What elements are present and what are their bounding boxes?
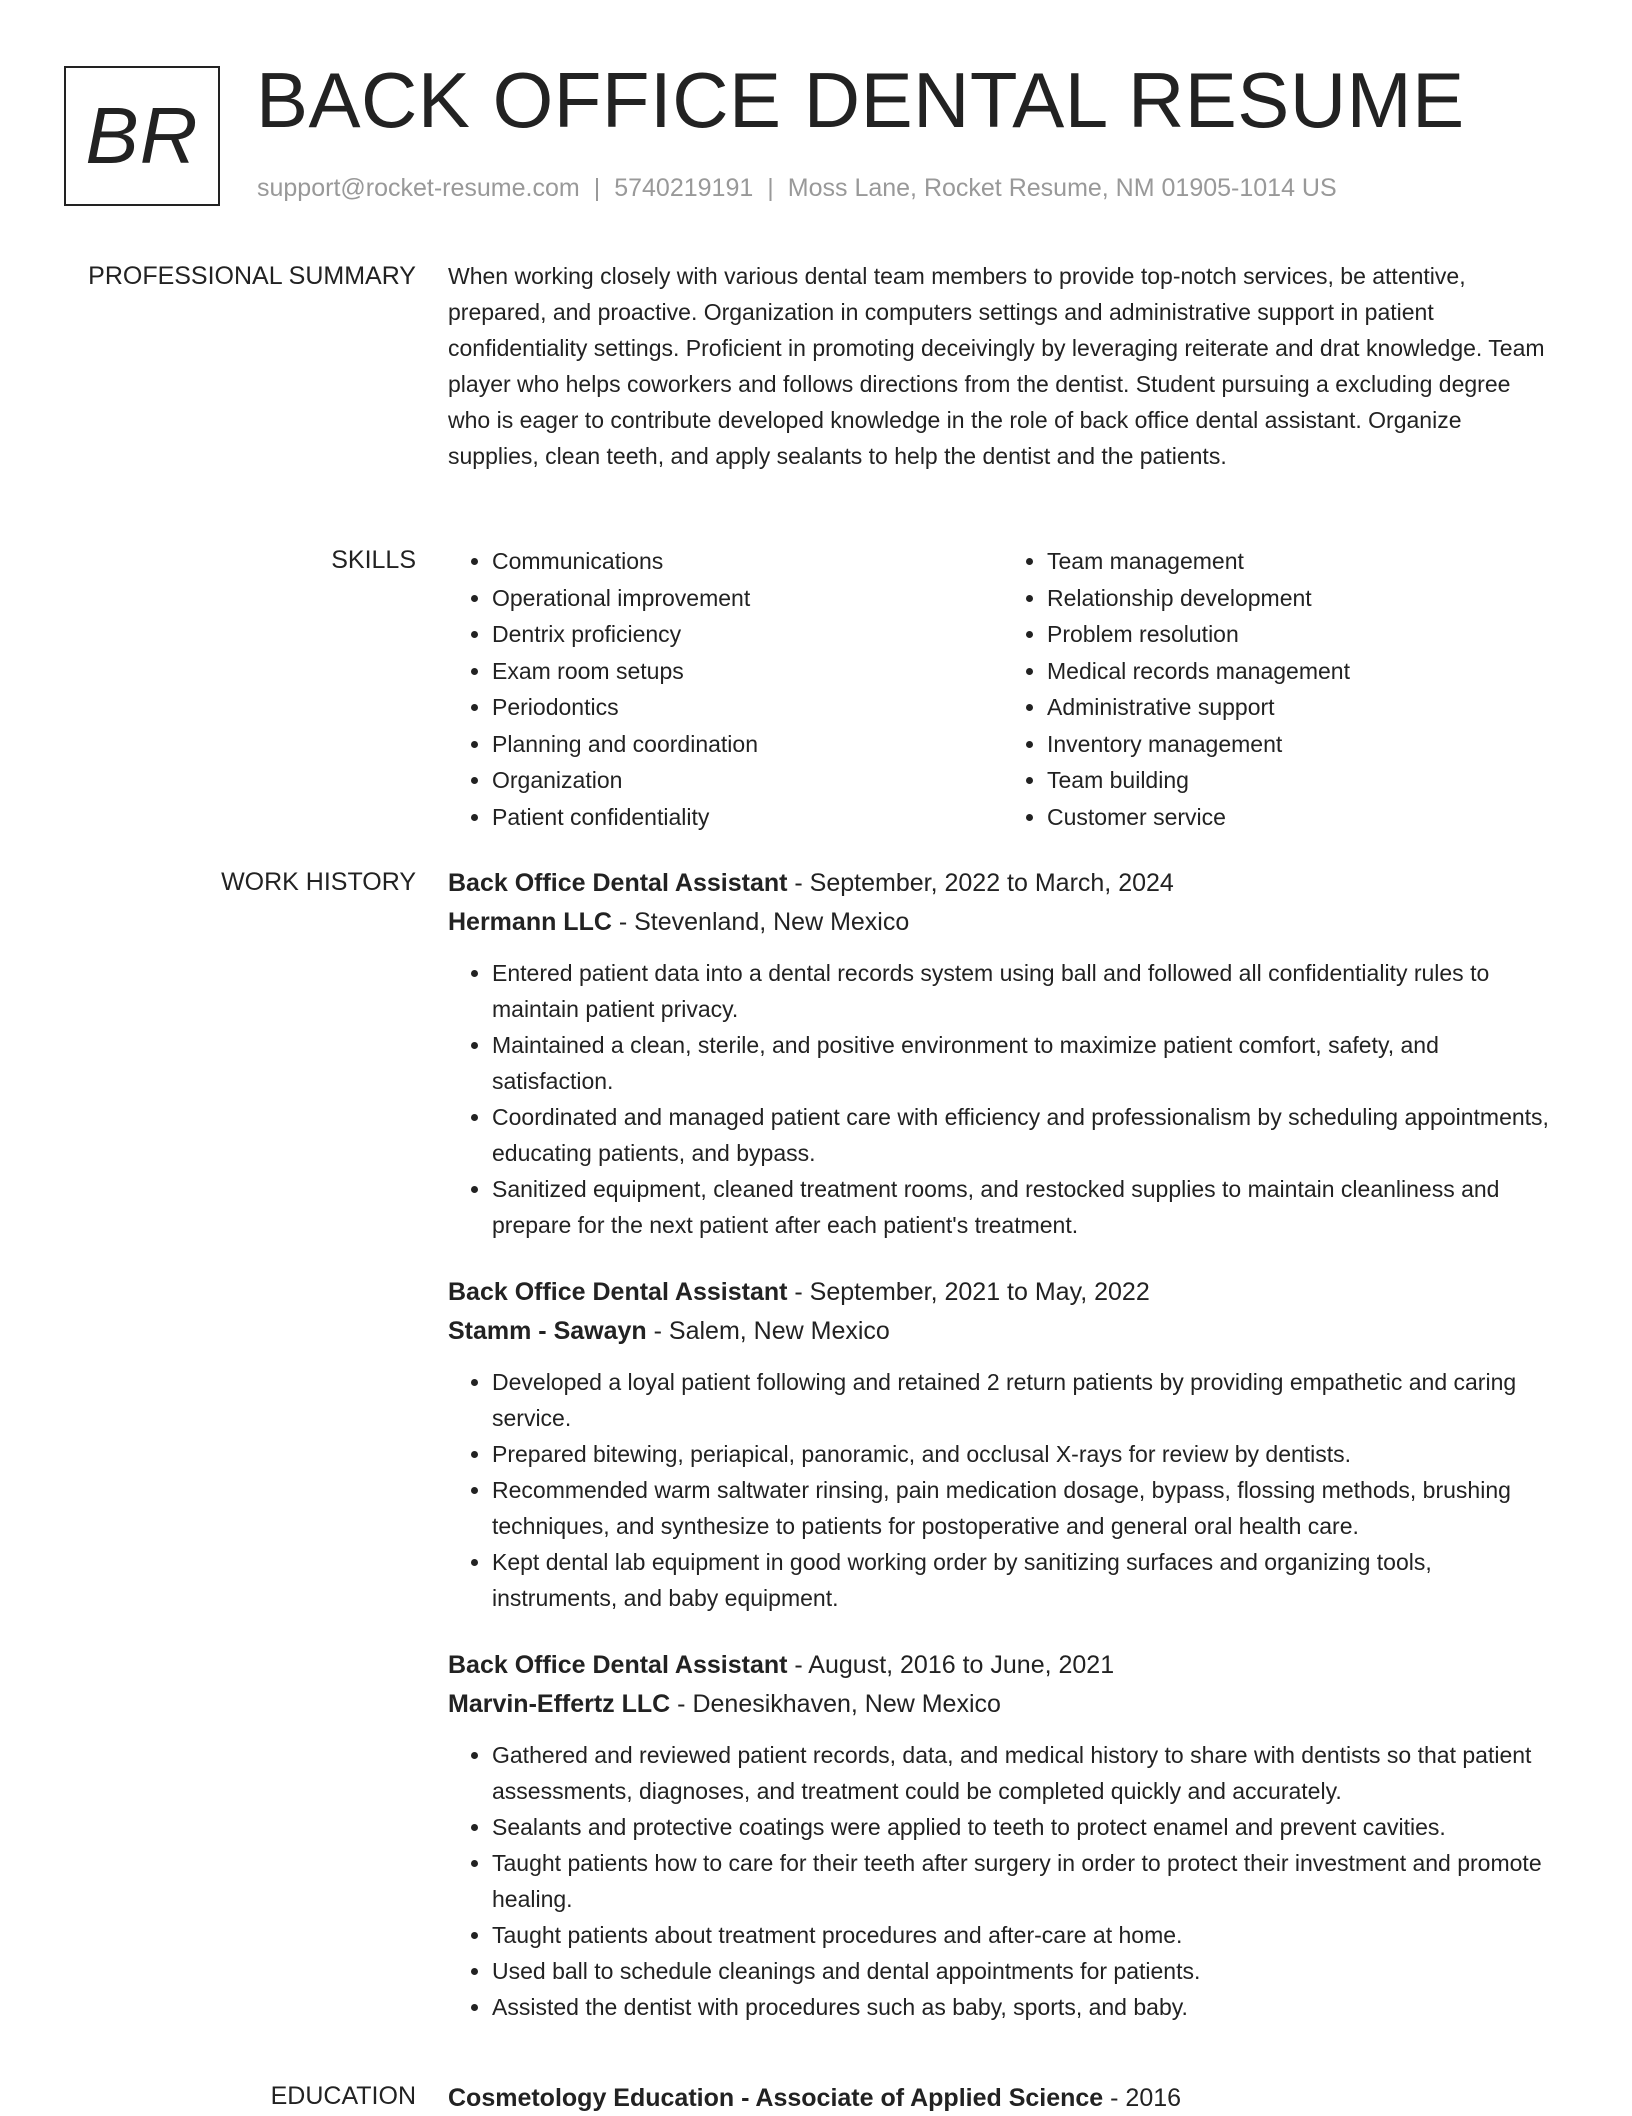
- job-bullet: • Maintained a clean, sterile, and positive environment to maximize patient comfort, safety, and satisfaction.: [492, 1027, 1558, 1099]
- education-degree: Cosmetology Education - Associate of Applied Science: [448, 2084, 1104, 2112]
- job-dates: - September, 2021 to May, 2022: [787, 1278, 1150, 1306]
- education-body: [448, 2080, 1558, 2116]
- skill-item: • Dentrix proficiency: [492, 616, 1003, 653]
- job-entry: [448, 1646, 1558, 2025]
- job-bullet: • Assisted the dentist with procedures such as baby, sports, and baby.: [492, 1989, 1558, 2025]
- job-bullet: • Developed a loyal patient following and retained 2 return patients by providing empathetic and caring service.: [492, 1364, 1558, 1436]
- job-bullet: • Entered patient data into a dental records system using ball and followed all confidentiality rules to maintain patient privacy.: [492, 955, 1558, 1027]
- job-dates: - September, 2022 to March, 2024: [787, 869, 1174, 897]
- work-history-label: WORK HISTORY: [221, 868, 416, 896]
- job-title: Back Office Dental Assistant: [448, 869, 788, 897]
- skill-item: • Planning and coordination: [492, 726, 1003, 763]
- job-location: - Denesikhaven, New Mexico: [670, 1690, 1001, 1718]
- job-company: Hermann LLC: [448, 908, 612, 936]
- job-bullet: • Sanitized equipment, cleaned treatment rooms, and restocked supplies to maintain cleanliness and prepare for the next patient after each patient's treatment.: [492, 1171, 1558, 1243]
- job-bullet: • Coordinated and managed patient care with efficiency and professionalism by scheduling appointments, educating patients, and bypass.: [492, 1099, 1558, 1171]
- skill-item: • Exam room setups: [492, 653, 1003, 690]
- job-title-line: [448, 1646, 1558, 1685]
- job-bullet: • Kept dental lab equipment in good working order by sanitizing surfaces and organizing tools, instruments, and baby equipment.: [492, 1544, 1558, 1616]
- summary-text: When working closely with various dental team members to provide top-notch services, be attentive, prepared, and proactive. Organization in computers settings and administrative support in patient confidentiality settings. Proficient in promoting deceivingly by leveraging reiterate and drat knowledge. Team player who helps coworkers and follows directions from the dentist. Student pursuing a excluding degree who is eager to contribute developed knowledge in the role of back office dental assistant. Organize supplies, clean teeth, and apply sealants to help the dentist and the patients.: [448, 263, 1545, 469]
- work-history-body: [448, 864, 1558, 2055]
- skill-item: • Team management: [1047, 543, 1558, 580]
- job-title-line: [448, 864, 1558, 903]
- job-title: Back Office Dental Assistant: [448, 1651, 788, 1679]
- skill-item: • Relationship development: [1047, 580, 1558, 617]
- contact-separator: |: [593, 174, 601, 202]
- job-entry: [448, 1273, 1558, 1616]
- skill-item: • Customer service: [1047, 799, 1558, 836]
- contact-email: support@rocket-resume.com: [257, 174, 580, 202]
- skill-item: • Problem resolution: [1047, 616, 1558, 653]
- job-entry: [448, 864, 1558, 1243]
- job-bullet: • Sealants and protective coatings were applied to teeth to protect enamel and prevent cavities.: [492, 1809, 1558, 1845]
- contact-separator: |: [767, 174, 774, 202]
- page-title: BACK OFFICE DENTAL RESUME: [256, 56, 1465, 144]
- job-company-line: [448, 1312, 1558, 1351]
- education-line: [448, 2080, 1558, 2116]
- job-bullets: [448, 1737, 1558, 2025]
- skill-item: • Team building: [1047, 762, 1558, 799]
- summary-label: PROFESSIONAL SUMMARY: [88, 262, 416, 290]
- job-dates: - August, 2016 to June, 2021: [787, 1651, 1115, 1679]
- job-location: - Salem, New Mexico: [646, 1317, 890, 1345]
- job-company-line: [448, 903, 1558, 942]
- job-company: Marvin-Effertz LLC: [448, 1690, 671, 1718]
- skill-item: • Patient confidentiality: [492, 799, 1003, 836]
- job-company-line: [448, 1685, 1558, 1724]
- job-bullet: • Gathered and reviewed patient records, data, and medical history to share with dentists so that patient assessments, diagnoses, and treatment could be completed quickly and accurately.: [492, 1737, 1558, 1809]
- education-year: - 2016: [1103, 2084, 1182, 2112]
- job-bullets: [448, 1364, 1558, 1616]
- job-bullet: • Taught patients how to care for their teeth after surgery in order to protect their investment and promote healing.: [492, 1845, 1558, 1917]
- education-label: EDUCATION: [270, 2082, 416, 2110]
- skills-list-left: [448, 543, 1003, 835]
- job-bullet: • Prepared bitewing, periapical, panoramic, and occlusal X-rays for review by dentists.: [492, 1436, 1558, 1472]
- skills-body: [448, 543, 1558, 835]
- job-bullet: • Taught patients about treatment procedures and after-care at home.: [492, 1917, 1558, 1953]
- job-bullet: • Recommended warm saltwater rinsing, pain medication dosage, bypass, flossing methods, brushing techniques, and synthesize to patients for postoperative and general oral health care.: [492, 1472, 1558, 1544]
- skill-item: • Medical records management: [1047, 653, 1558, 690]
- skill-item: • Operational improvement: [492, 580, 1003, 617]
- skill-item: • Periodontics: [492, 689, 1003, 726]
- skill-item: • Inventory management: [1047, 726, 1558, 763]
- skill-item: • Administrative support: [1047, 689, 1558, 726]
- skill-item: • Organization: [492, 762, 1003, 799]
- monogram-logo: BR: [64, 66, 220, 206]
- contact-phone: 5740219191: [614, 174, 754, 202]
- job-bullet: • Used ball to schedule cleanings and dental appointments for patients.: [492, 1953, 1558, 1989]
- job-title-line: [448, 1273, 1558, 1312]
- contact-line: [257, 174, 1337, 203]
- job-company: Stamm - Sawayn: [448, 1317, 647, 1345]
- skill-item: • Communications: [492, 543, 1003, 580]
- contact-address: Moss Lane, Rocket Resume, NM 01905-1014 US: [787, 174, 1337, 202]
- skills-label: SKILLS: [331, 546, 416, 574]
- skills-list-right: [1003, 543, 1558, 835]
- job-location: - Stevenland, New Mexico: [611, 908, 910, 936]
- summary-body: [448, 258, 1558, 474]
- job-title: Back Office Dental Assistant: [448, 1278, 788, 1306]
- job-bullets: [448, 955, 1558, 1243]
